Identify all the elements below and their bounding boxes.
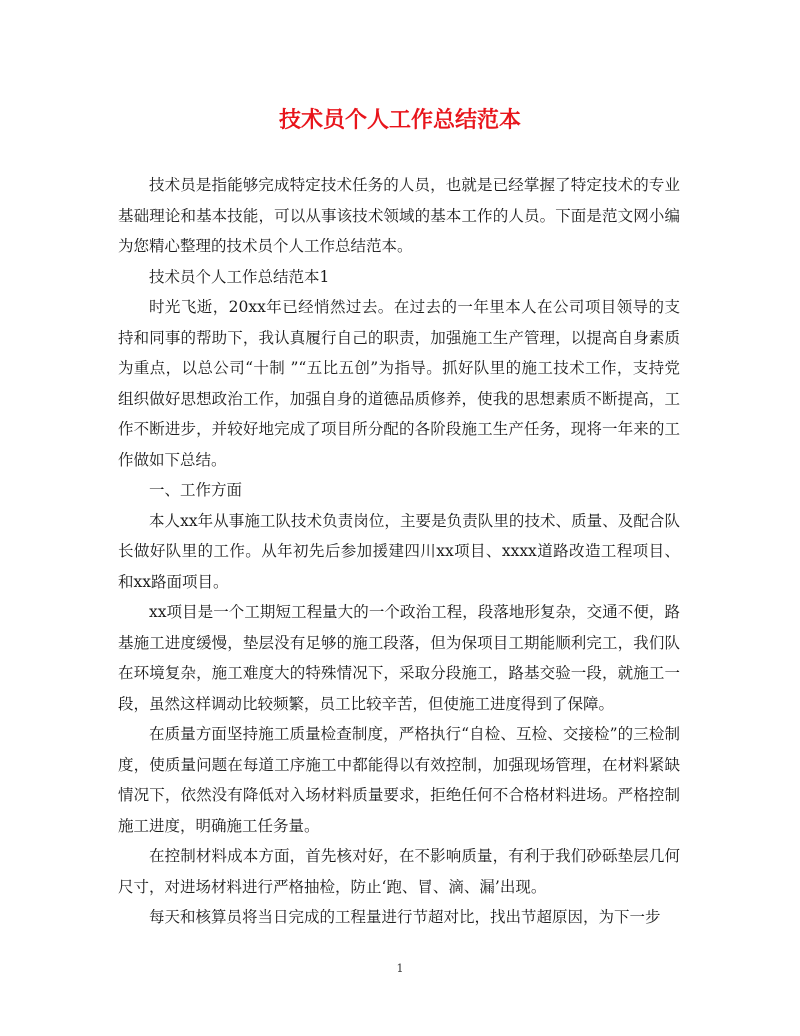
- page-number: 1: [396, 962, 404, 975]
- paragraph-quality: 在质量方面坚持施工质量检查制度，严格执行“自检、互检、交接检”的三检制度，使质量问题在每道工序施工中都能得以有效控制，加强现场管理，在材料紧缺情况下，依然没有降低对入场材料质量要求，拒绝任何不合格材料进场。严格控制施工进度，明确施工任务量。: [118, 725, 680, 835]
- section-heading-work: 一、工作方面: [149, 481, 243, 499]
- document-title: 技术员个人工作总结范本: [278, 107, 521, 133]
- paragraph-daily: 每天和核算员将当日完成的工程量进行节超对比，找出节超原因，为下一步: [149, 908, 661, 926]
- paragraph-subtitle: 技术员个人工作总结范本1: [149, 267, 330, 286]
- paragraph-cost: 在控制材料成本方面，首先核对好，在不影响质量，有利于我们砂砾垫层几何尺寸，对进场材料进行严格抽检，防止‘跑、冒、滴、漏’出现。: [118, 847, 680, 896]
- paragraph-overview: 时光飞逝，20xx年已经悄然过去。在过去的一年里本人在公司项目领导的支持和同事的帮助下，我认真履行自己的职责，加强施工生产管理，以提高自身素质为重点，以总公司“十制 ”“五比五创”为指导。抓好队里的施工技术工作，支持党组织做好思想政治工作，加强自身的道德品质修养，使我的思想素质不断提高，工作不断进步，并较好地完成了项目所分配的各阶段施工生产任务，现将一年来的工作做如下总结。: [118, 298, 680, 469]
- document-body: [118, 170, 680, 933]
- paragraph-intro: 技术员是指能够完成特定技术任务的人员，也就是已经掌握了特定技术的专业基础理论和基本技能，可以从事该技术领域的基本工作的人员。下面是范文网小编为您精心整理的技术员个人工作总结范本。: [118, 176, 680, 255]
- paragraph-project: xx项目是一个工期短工程量大的一个政治工程，段落地形复杂，交通不便，路基施工进度缓慢，垫层没有足够的施工段落，但为保项目工期能顺利完工，我们队在环境复杂，施工难度大的特殊情况下，采取分段施工，路基交验一段，就施工一段，虽然这样调动比较频繁，员工比较辛苦，但使施工进度得到了保障。: [118, 603, 680, 713]
- paragraph-role: 本人xx年从事施工队技术负责岗位，主要是负责队里的技术、质量、及配合队长做好队里的工作。从年初先后参加援建四川xx项目、xxxx道路改造工程项目、和xx路面项目。: [118, 511, 680, 591]
